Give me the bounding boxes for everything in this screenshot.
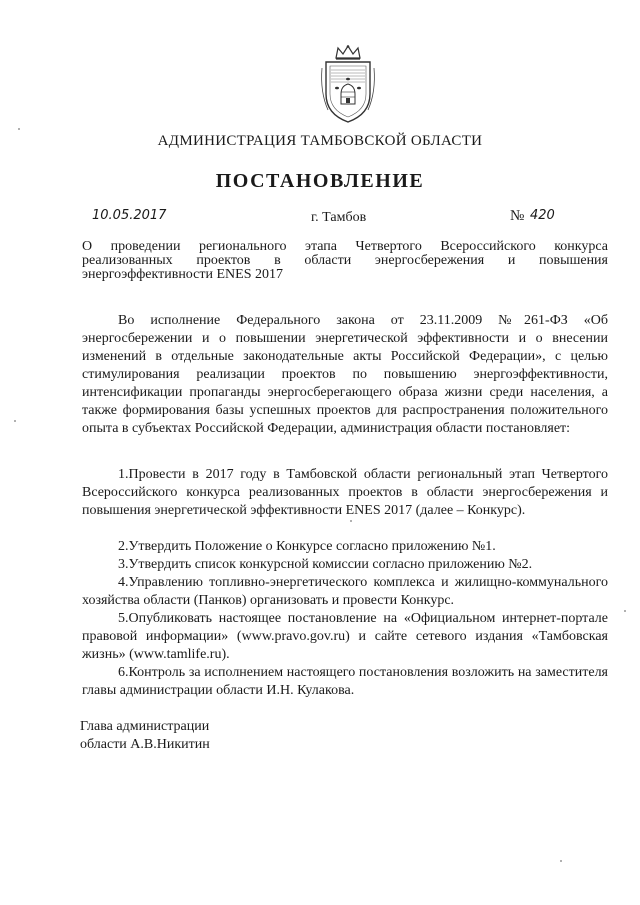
document-city: г. Тамбов <box>311 210 367 225</box>
list-item: 5.Опубликовать настоящее постановление на «Официальном интернет-портале правовой информации» (www.pravo.gov.ru) и сайте сетевого издания «Тамбовская жизнь» (www.tamlife.ru). <box>82 611 608 662</box>
list-item: 1.Провести в 2017 году в Тамбовской области региональный этап Четвертого Всероссийского конкурса реализованных проектов в области энергосбережения и повышения энергетической эффективности ENES 2017 (далее – Конкурс). <box>82 467 608 518</box>
list-item: 6.Контроль за исполнением настоящего постановления возложить на заместителя главы администрации области И.Н. Кулакова. <box>82 665 608 698</box>
document-number-label: № <box>510 208 525 224</box>
document-subject: О проведении регионального этапа Четвертого Всероссийского конкурса реализованных проектов в области энергосбережения и повышения энергоэффективности ENES 2017 <box>82 239 608 282</box>
scan-speck <box>560 860 562 862</box>
scan-speck <box>14 420 16 422</box>
signature-block <box>80 718 210 754</box>
document-number: 420 <box>530 208 555 223</box>
document-date: 10.05.2017 <box>92 208 167 223</box>
signature-title: Глава администрации <box>80 719 210 734</box>
list-item: 3.Утвердить список конкурсной комиссии согласно приложению №2. <box>118 557 533 572</box>
intro-paragraph: Во исполнение Федерального закона от 23.11.2009 №261-ФЗ «Об энергосбережении и о повышении энергетической эффективности и о внесении изменений в отдельные законодательные акты Российской Федерации», с целью стимулирования реализации проектов по повышению энергоэффективности, интенсификации пропаганды энергосберегающего образа жизни среди населения, а также формирования базы успешных проектов для распространения положительного опыта в субъектах Российской Федерации, администрация области постановляет: <box>82 313 608 436</box>
list-item: 4.Управлению топливно-энергетического комплекса и жилищно-коммунального хозяйства области (Панков) организовать и провести Конкурс. <box>82 575 608 608</box>
scan-speck <box>18 128 20 130</box>
authority-name: АДМИНИСТРАЦИЯ ТАМБОВСКОЙ ОБЛАСТИ <box>157 133 483 149</box>
signature-name: области А.В.Никитин <box>80 737 210 752</box>
list-item: 2.Утвердить Положение о Конкурсе согласно приложению №1. <box>118 539 496 554</box>
scan-speck <box>350 520 352 522</box>
coat-of-arms-icon <box>316 44 380 124</box>
scan-speck <box>624 610 626 612</box>
document-type: ПОСТАНОВЛЕНИЕ <box>215 170 425 192</box>
